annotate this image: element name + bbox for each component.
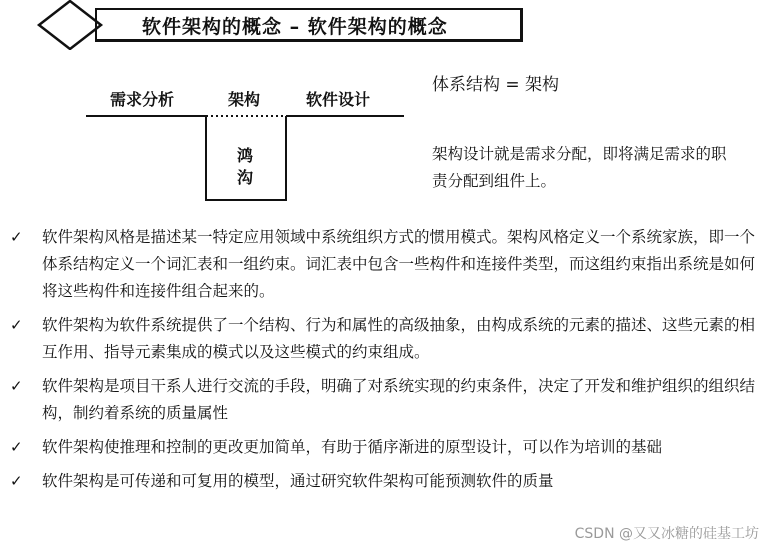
label-chasm: 鸿沟 xyxy=(236,146,253,187)
bullet-text: 软件架构风格是描述某一特定应用领域中系统组织方式的惯用模式。架构风格定义一个系统家族，即一个体系结构定义一个词汇表和一组约束。词汇表中包含一些构件和连接件类型，而这组约束指出系统是如何将这些构件和连接件组合起来的。 xyxy=(42,228,756,300)
bullet-item xyxy=(10,224,758,305)
checkmark-icon: ✓ xyxy=(10,228,23,246)
page-title: 软件架构的概念 – 软件架构的概念 xyxy=(142,16,448,38)
bullet-item xyxy=(10,373,758,427)
bullet-item xyxy=(10,468,758,495)
bullet-text: 软件架构是可传递和可复用的模型，通过研究软件架构可能预测软件的质量 xyxy=(42,472,554,490)
checkmark-icon: ✓ xyxy=(10,377,23,395)
bullet-text: 软件架构使推理和控制的更改更加简单，有助于循序渐进的原型设计，可以作为培训的基础 xyxy=(42,438,663,456)
bullet-item xyxy=(10,312,758,366)
label-architecture: 架构 xyxy=(228,90,261,109)
bullet-item xyxy=(10,434,758,461)
architecture-note: 架构设计就是需求分配，即将满足需求的职责分配到组件上。 xyxy=(432,145,727,190)
bullet-list xyxy=(10,224,758,502)
watermark-text: CSDN @又又冰糖的硅基工坊 xyxy=(574,526,759,542)
bullet-text: 软件架构是项目干系人进行交流的手段，明确了对系统实现的约束条件，决定了开发和维护组织的组织结构，制约着系统的质量属性 xyxy=(42,377,756,422)
label-requirements-analysis: 需求分析 xyxy=(110,90,175,109)
checkmark-icon: ✓ xyxy=(10,438,23,456)
formula-text: 体系结构 = 架构 xyxy=(432,75,560,95)
bullet-text: 软件架构为软件系统提供了一个结构、行为和属性的高级抽象，由构成系统的元素的描述、这些元素的相互作用、指导元素集成的模式以及这些模式的约束组成。 xyxy=(42,316,756,361)
label-software-design: 软件设计 xyxy=(306,90,371,109)
checkmark-icon: ✓ xyxy=(10,472,23,490)
checkmark-icon: ✓ xyxy=(10,316,23,334)
